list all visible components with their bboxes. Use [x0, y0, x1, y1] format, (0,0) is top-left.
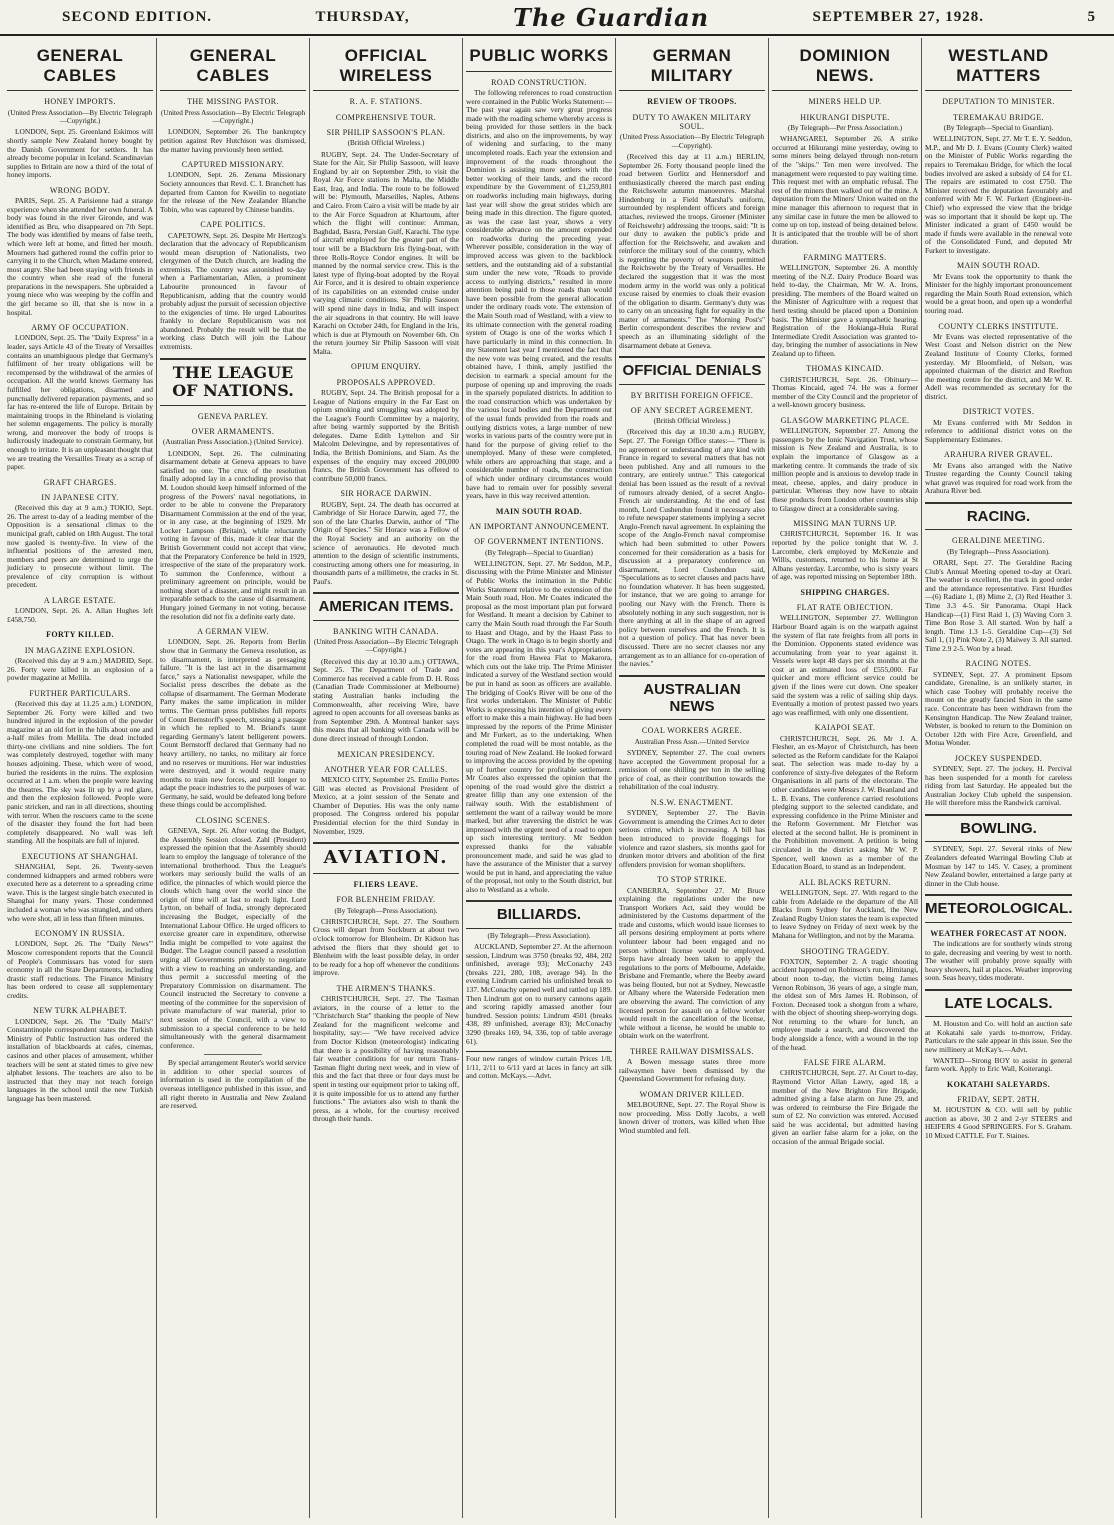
- article-body: CHRISTCHURCH, Sept. 27. At Court to-day, Raymond Victor Allan Lawry, aged 18, a member of the New Brighton Fire Brigade, admitted giving a false alarm on June 29, and was ordered to reimburse the Fire Brigade the sum of £2. No conviction was entered. Accused said he was accidental, but admitted having given an earlier false alarm for a joke, on the occasion of the annual Brigade social.: [772, 1068, 918, 1147]
- article-body: LONDON, Sept. 26. Zenana Missionary Society announces that Revd. C. I. Branchett has departed from Canton for Kweilin to negotiate for the release of the New Zealander Blanche Tobin, who was captured by Chinese bandits.: [160, 170, 306, 214]
- article-headline: THOMAS KINCAID.: [806, 364, 884, 374]
- article-headline: COUNTY CLERKS INSTITUTE.: [938, 321, 1059, 331]
- article-subheadline: SIR PHILIP SASSOON'S PLAN.: [326, 127, 446, 137]
- article-headline: REVIEW OF TROOPS.: [647, 97, 737, 107]
- article-subheadline: OF ANY SECRET AGREEMENT.: [630, 405, 754, 415]
- article-headline: MAIN SOUTH ROAD.: [495, 506, 583, 516]
- article-headline: FURTHER PARTICULARS.: [29, 688, 131, 698]
- article-body: CHRISTCHURCH, Sept. 26. Obituary—Thomas Kincaid, aged 74. He was a former member of the City Council and the proprietor of a well-known grocery business.: [772, 374, 918, 410]
- article-body: M. Houston and Co. will hold an auction sale at Kokatahi sale yards to-morrow, Friday. Particulars re the sale appear in this issue. See the new millinery at McKay's.—Advt.: [925, 1019, 1072, 1054]
- article-body: LONDON, Sept. 26. Reports from Berlin show that in Germany the Geneva resolution, as to disarmament, is interpreted as presaging failure. "It is the last act in the disarmament farce," says a Nationalist newspaper, while the Socialist press describes the debate as the collapse of disarmament. The German Moderate Party makes the same implication in milder terms. The German press publishes full reports of Count Bernstorff's speech, stressing a passage in which he replied to M. Briand's taunt regarding Germany's latent belligerent powers. Count Bernstorff declared that Germany had no heavy artillery, no tanks, no military air force and no reserves or munitions. Her war industries were destroyed, and it would require many months to train new forces, and still longer to adapt the peace industries to the purposes of war. Germany, he said, would be defeated long before these things could be accomplished.: [160, 637, 306, 810]
- article-headline: SHIPPING CHARGES.: [800, 587, 890, 597]
- article-subheadline: PROPOSALS APPROVED.: [336, 377, 436, 387]
- article-body: LONDON, Sept. 26. The "Daily News'" Moscow correspondent reports that the Council of People's Commissars has voted for stern economy in all the State Departments, including drastic staff reductions. The Finance Ministry has been ordered to cease all supplementary credits.: [7, 939, 153, 1000]
- section-heading-racing: RACING.: [925, 502, 1072, 530]
- article-body: MELBOURNE, Sept. 27. The Royal Show is now proceeding. Miss Dolly Jacobs, a well known driver of trotters, was killed when Hue Wind stumbled and fell.: [619, 1100, 765, 1135]
- article-body: WELLINGTON, Sept. 27. Mr Seddon, M.P., discussing with the Prime Minister and Minister of Public Works the intimation in the Public Works Statement relative to the extension of the Main South road, Hon. Mr Coates indicated the proposal as the most important plan put forward for Westland. It meant a decision by Cabinet to carry the Main South road through the Far South to Haast and Otago, and by the Haast Pass to Otago. The work in Otago is to begin shortly and votes are appearing in this year's Appropriations for the road from Hawea Flat to Makarora, which cuts out the lake trip. The Prime Minister indicated a survey of the Westland section would be put in hand as soon as officers are available. The bridging of Cook's River will be one of the first works undertaken. The Minister of Public Works is expressing his intention of giving every effort to make this a main highway. He had been impressed by the reports of the Prime Minister and Mr Furkert, as to the undertaking. When completed the road will be most notable, as the touring road of New Zealand. He looked forward to improving the access provided by the opening up of further country for profitable settlement. Mr Coates also expressed the opinion that the opening of the road would give the district a greater fillip than any one extension of the railway south. With the establishment of settlement the want of a railway would be more marked, but after traversing the district he was impressed with the urgent need of a road to open up such interesting territory. Mr Seddon expressed thanks for the valuable pronouncement made, and said he was glad to have the assurance of the Minister that a survey would be put in hand, and appreciating the value of the proposal, not only to the South district, but also to Westland as a whole.: [466, 558, 612, 894]
- article-body: WELLINGTON, Sept. 27. Mr T. E. Y. Seddon, M.P., and Mr D. J. Evans (County Clerk) waited on the Minister of Public Works regarding the repairs to Teremakau Bridge, for which the local bodies involved are asked a subsidy of £4 for £1. The repairs are estimated to cost £750. The Minister received the deputation favourably and conferred with Mr F. W. Furkert (Engineer-in-Chief) who expressed the view that the bridge was so important that it should be kept up. The Minister indicated a grant of £450 would be made if funds were available in the renewal vote of the Consolidated Fund, and deputed Mr Furkert to investigate.: [925, 134, 1072, 255]
- column-heading: GENERAL CABLES: [160, 38, 306, 91]
- article-subheadline: ANOTHER YEAR FOR CALLES.: [324, 764, 448, 774]
- article-headline: A LARGE ESTATE.: [43, 596, 117, 606]
- article-headline: MINERS HELD UP.: [808, 97, 882, 107]
- article-subheadline: HIKURANGI DISPUTE.: [800, 112, 890, 122]
- article-headline: ARAHURA RIVER GRAVEL.: [944, 450, 1053, 460]
- news-columns: [0, 36, 1114, 1521]
- article-headline: N.S.W. ENACTMENT.: [650, 797, 734, 807]
- article-subheadline: IN MAGAZINE EXPLOSION.: [24, 645, 136, 655]
- article-headline: GERALDINE MEETING.: [952, 536, 1045, 546]
- article-subheadline: COMPREHENSIVE TOUR.: [335, 112, 437, 122]
- article-credit: (British Official Wireless.): [347, 139, 425, 148]
- article-body: SHANGHAI, Sept. 26. Twenty-seven condemned kidnappers and armed robbers were executed here as a deterrent to a spreading crime wave. This is the largest single batch executed in Shanghai for many years. Those condemned included a woman who was strangled, and others who were shot, all in less than fifteen minutes.: [7, 862, 153, 923]
- column-general-cables-2: [157, 38, 310, 1518]
- article-headline: OPIUM ENQUIRY.: [351, 362, 421, 372]
- article-headline: THREE RAILWAY DISMISSALS.: [630, 1046, 754, 1056]
- article-headline: NEW TURK ALPHABET.: [33, 1006, 127, 1016]
- article-headline: MAIN SOUTH ROAD.: [956, 261, 1041, 271]
- article-headline: ROAD CONSTRUCTION.: [491, 77, 587, 87]
- section-heading-billiards: BILLIARDS.: [466, 900, 612, 928]
- article-headline: EXECUTIONS AT SHANGHAI.: [21, 851, 139, 861]
- article-headline: BY BRITISH FOREIGN OFFICE.: [630, 390, 754, 400]
- section-heading-australian-news: AUSTRALIAN NEWS: [619, 675, 765, 721]
- article-headline: GLASGOW MARKETING PLACE.: [780, 416, 910, 426]
- article-headline: R. A. F. STATIONS.: [349, 97, 423, 107]
- article-body: RUGBY, Sept. 24. The British proposal for a League of Nations enquiry in the Far East on opium smoking and smuggling was adopted by the League's Fourth Committee by a majority, after being warmly supported by the British delegates. Dame Edith Lyttelton and Sir Malcolm Delevingne, and by representatives of India, the British Dominions, and Siam. As the expenses of the enquiry may exceed 200,000 francs, the British Government has offered to contribute 50,000 francs.: [313, 387, 459, 483]
- article-body: CHRISTCHURCH, Sept. 27. The Southern Cross will depart from Sockburn at about two o'clock tomorrow for Blenheim. Dr Kidson has advised the fliers that they should get to Blenheim with the least possible delay, in order to be ready for a hop off whenever the conditions improve.: [313, 916, 459, 978]
- article-body: LONDON, Sept. 25. The "Daily Express" in a leader, says Article 43 of the Treaty of Versailles contains an unambiguous pledge that Germany's fulfilment of her treaty obligations will be recompensed by the withdrawal of the armies of occupation. All the world knows Germany has fulfilled her obligations, disarmed and punctually delivered reparation payments, and so far has re-entered the life of Europe. Britain by maintaining troops in the Rhineland is violating her solemn engagements. The policy is morally wrong, and moreover the body of troops is ludicrously inadequate to constrain Germany, but enough to irritate. It is an unpleasant thought that we are treating the Versailles Treaty as a scrap of paper.: [7, 333, 153, 472]
- article-body: CAPETOWN, Sept. 26. Despite Mr Hertzog's declaration that the advocacy of Republicanism would mean disruption of Nationalists, two clergymen of the Dutch church, are leading the extremists. The country was astonished to-day when a Parliamentarian, Allen, a prominent Labourite pronounced in favour of Republicanism, adding that the country would probably adjust the pursuit of secession objective to the exigencies of time. He urged Labourites frankly to declare Republicanism was not abandoned. Probably the result will be that the working class Dutch will join the Labour extremists.: [160, 230, 306, 352]
- article-headline: WOMAN DRIVER KILLED.: [639, 1089, 745, 1099]
- masthead: [0, 0, 1114, 36]
- article-body: LONDON, Sept. 26. The culminating disarmament debate at Geneva appears to have satisfied no one. The crux of the resolution finally adopted lay in a concluding proviso that M. Loudon should keep himself informed of the progress of the Powers' naval negotiations, in order to be able to convene the Preparatory Disarmament Commission at the end of the year, or in any case, at the beginning of 1929. Mr Locker Lampson (Britain), while reluctantly voting in favour of this, made it clear that the British Government could not accept that view, that the Preparatory Conference be held in 1929, irrespective of the state of the preparatory work. To summon the Conference, without a preliminary agreement on principle, would be nothing short of a disaster, and might result in an irreparable setback to the cause of disarmament. Hungary joined Germany in not voting, because the resolution did not fix a definite early date.: [160, 448, 306, 621]
- article-headline: FLIERS LEAVE.: [353, 879, 419, 889]
- column-official-wireless: [310, 38, 463, 1518]
- article-body: WELLINGTON, September 27. Among the passengers by the Ionic Navigation Trust, whose mission is New Zealand and Australia, is to explain the importance of Glasgow as a marketing centre. It commands the trade of six million people and is anxious to develop trade in meat, cheese, apples, and dairy produce in particular. Whereas they now have to obtain these products from London other countries ship to Glasgow direct at a considerable saving.: [772, 426, 918, 513]
- article-headline: RACING NOTES.: [965, 659, 1032, 669]
- auction-notice: M. HOUSTON & CO. will sell by public auction as above, 30 2 and 2-yr STEERS and HEIFERS 4 Good SPRINGERS. For S. Graham. 10 Mixed CATTLE. For T. Staines.: [925, 1105, 1072, 1140]
- article-headline: MEXICAN PRESIDENCY.: [337, 749, 435, 759]
- section-heading-meteorological: METEOROLOGICAL.: [925, 894, 1072, 922]
- article-body: CHRISTCHURCH, Sept. 26. Mr J. A. Flesher, an ex-Mayor of Christchurch, has been selected as the Reform candidate for the Kaiapoi seat. The selection was made to-day by a conference of sixty-five delegates of the Reform Organisations in all parts of the electorate. The other candidates were Messrs J. W. Beanland and L. B. Evans. The conference carried resolutions pledging support to the selected candidate, and expressing confidence in the Prime Minister and the Reform Government. Mr Fletcher was elected at the second ballot. He is prominent in the Prohibition movement. A petition is being circulated in the district asking Mr W. P. Spencer, well known as a member of the Education Board, to stand as an Independent.: [772, 733, 918, 872]
- article-subheadline: FLAT RATE OBJECTION.: [796, 603, 894, 613]
- article-credit: (United Press Association—By Electric Telegraph—Copyright.): [7, 108, 153, 126]
- section-heading-bowling: BOWLING.: [925, 814, 1072, 842]
- article-headline: JOCKEY SUSPENDED.: [954, 753, 1043, 763]
- article-body: WHANGAREI, September 26. A strike occurred at Hikurangi mine yesterday, owing to some miners being delayed through non-return of the "skips." Ten men were involved. The management were requested to pay waiting time. This request met with an emphatic refusal. The rest of the miners then walked out of the mine. A deputation from the Miners' Union waited on the mine manager this afternoon to request that in any similar case in future the men be allowed to come up on top, instead of being detained below. It is anticipated that the trouble will be of short duration.: [772, 134, 918, 247]
- article-headline: KOKATAHI SALEYARDS.: [946, 1079, 1051, 1089]
- article-subheadline: AN IMPORTANT ANNOUNCEMENT.: [469, 522, 609, 531]
- section-heading-aviation: AVIATION.: [313, 842, 459, 874]
- article-body: GENEVA, Sept. 26. After voting the Budget, the Assembly Session closed. Zahl (President) expressed the opinion that the Assembly should learn to employ the language of tolerance of the international brotherhood. Thus the League's workers may seriously build the walls of an edifice, the pinnacles of which would pierce the clouds which hang over the world since the origin of time will at last to reach light. Lord Lytton, on behalf of India, strongly deprecated increasing the Budget, especially of the International Labour Office. He urged officers to exercise greater care in expenditure, otherwise India might be compelled to vote against the Budget. The League council passed a resolution urging all Governments privately to negotiate with a view to reaching an understanding, and thus permit a successful meeting of the Preparatory Commission on disarmament. The Council instructed the Secretary to convene a meeting of the committee for the supervision of private manufacture of war material, prior to next session of the Council, with a view to submission to a special conference to be held simultaneously with the general disarmament conference.: [160, 826, 306, 1050]
- column-heading: WESTLAND MATTERS: [925, 38, 1072, 91]
- article-credit: (By Telegraph—Press Association).: [334, 906, 438, 915]
- column-german-military: [616, 38, 769, 1518]
- article-credit: (United Press Association—By Electric Telegraph—Copyright.): [313, 638, 459, 655]
- article-body: CANBERRA, September 27. Mr Bruce explaining the regulations under the new Transport Workers Act, said they would be administered by the Customs department of the trade and customs, which would issue licenses to all persons desiring employment at ports where volunteer labour had been engaged and no person without license would be employed. Steps have already been taken to apply the regulations to the ports of Melbourne, Adelaide, Brisbane and Fremantle, where the Beeby award was being flouted, but not at Sydney, Newcastle or Albany where the Waterside Federation men are observing the award. The conviction of any licensed person for assault on a fellow worker would result in the cancellation of the license, while without a license, he would be unable to obtain work on the waterfront.: [619, 885, 765, 1041]
- section-heading-late-locals: LATE LOCALS.: [925, 989, 1072, 1017]
- article-subheadline: FOR BLENHEIM FRIDAY.: [336, 895, 436, 905]
- article-subheadline: OVER ARMAMENTS.: [191, 427, 275, 436]
- article-headline: SIR HORACE DARWIN.: [340, 489, 432, 499]
- column-heading: GERMAN MILITARY: [619, 38, 765, 91]
- article-headline: FARMING MATTERS.: [803, 252, 887, 262]
- section-heading-official-denials: OFFICIAL DENIALS: [619, 356, 765, 384]
- article-body: WELLINGTON, September 26. A monthly meeting of the N.Z. Dairy Produce Board was held to-day, the Chairman, Mr W. A. Irons, presiding. The members of the Board waited on the Minister of Agriculture with a request that herd testing should be placed upon a Dominion basis. The Minister gave a sympathetic hearing. Registration of the Hokianga-Huia Rural Intermediate Credit Association was granted to-day, bringing the number of associations in New Zealand up to fifteen.: [772, 263, 918, 358]
- article-body: SYDNEY, September 27. The Bavin Government is amending the Crimes Act to deter serious crime, which is increasing. A bill has been introduced to provide floggings for violence and razor slashers, six months gaol for drunken motor drivers and abolition of the first offenders provision for woman shoplifters.: [619, 808, 765, 869]
- article-body: (Received this day at 11 a.m.) BERLIN, September 26. Forty thousand people lined the road between Gorlitz and Hennersdorf and enthusiastically cheered the march past ending the Reichswehr autumn manoeuvres. Marshal Hindenburg in a Field Marshal's uniform, surrounded by resplendent officers and foreign attaches, reviewed the troops. Groener (Minister of Reichswehr) addressing the troops, said: "It is our duty to awaken the public's pride and affection for the Reichswehr, and awaken and reinforce the military soul of the country, which is regretting the poverty of weapons permitted the Reichswehr by the Treaty of Versailles. He declared the suggestion that it was the most modern army in the world was only a political excuse raised by enemies to cloak their evasion of the obligation to disarm. Germany's duty was to carry on an unceasing fight for equality in the matter of armaments." The "Morning Post's" Berlin correspondent describes the review and speech as an illuminating sidelight of the disarmament debate at Geneva.: [619, 151, 765, 350]
- article-body: Mr Evans conferred with Mr Seddon in reference to additional district votes on the Supplementary Estimates.: [925, 417, 1072, 444]
- article-body: SYDNEY, Sept. 27. The jockey, H. Percival has been suspended for a month for careless riding from last Saturday. He appealed but the Australian Jockey Club upheld the suspension. He will therefore miss the Randwick carnival.: [925, 764, 1072, 808]
- article-credit: (United Press Association—By Electric Telegraph—Copyright).: [619, 133, 765, 150]
- article-body: Mr Evans took the opportunity to thank the Minister for the highly important pronouncement regarding the Main South Road extension, which would be a great boon, and open up a wonderful touring road.: [925, 271, 1072, 315]
- article-headline: THE MISSING PASTOR.: [187, 97, 279, 107]
- article-body: LONDON, Sept. 26. A. Allan Hughes left £458,750.: [7, 606, 153, 624]
- article-credit: (By Telegraph—Special to Guardian): [485, 548, 593, 557]
- article-body: (Received this day at 11.25 a.m.) LONDON, September 26. Forty were killed and two hundred injured in the explosion of the powder magazine at an old fort in the hills about one and a-half miles from Mellila. The dead included thirty-one civilians and nine soldiers. The fort was completely destroyed, together with many houses adjoining. These, which were of wood, buried the residents in the ruins. The explosion occurred at 1 a.m. when the people were leaving the theatres. The sky was lit up by a red glare, and then the explosion followed. People were panic stricken, and ran in all directions, shouting with terror. When the rescuers came to the scene of the disaster they found the fort had been completely disappeared. No wall was left standing. All the hospitals are full of injured.: [7, 699, 153, 846]
- article-headline: HONEY IMPORTS.: [44, 97, 116, 107]
- article-body: (Received this day at 9 a.m.) TOKIO, Sept. 26. The arrest to-day of a leading member of the Opposition is a sensational climax to the municipal graft, cabled on 18th August. The total now gaoled is twenty-five. In view of the influential positions of the arrested men, members and peers are determined to urge the judiciary to prosecute without limit. The prevalence of city corruption is without precedent.: [7, 503, 153, 590]
- column-general-cables-1: [4, 38, 157, 1518]
- article-subheadline: FRIDAY, SEPT. 28TH.: [957, 1094, 1040, 1104]
- article-headline: ARMY OF OCCUPATION.: [31, 323, 129, 333]
- article-headline: FORTY KILLED.: [46, 630, 114, 640]
- article-body: RUGBY, Sept. 24. The Under-Secretary of State for the Air, Sir Philip Sassoon, will leave England by air on September 29th, to visit the Royal Air Force stations in Malta, the Middle East, Iraq, and India. The route to be followed will be: Plymouth, Marseilles, Naples, Athens and Cairo. From Cairo a visit will be made by air to the Air Force Squadron at Khartoum, after which the flight will continue: Amman, Baghdad, Basra, Persian Gulf, Karachi. The type of aircraft employed for the greater part of the tour will be a Blackburn Iris flying-boat, with three Rolls-Royce Condor engines. It will be manned by the normal service crew. This is the latest type of flying-boat adopted by the Royal Air Force, and it is desired to obtain experience of its capabilities on an extended cruise under varying climatic conditions. Sir Philip Sassoon will spend nine days in India, and will inspect the air squadrons in that country. He will leave Karachi on October 24th, for England in the Iris, which is due at Plymouth on November 6th. On the return journey Sir Philip Sassoon will visit Malta.: [313, 149, 459, 356]
- article-headline: THE AIRMEN'S THANKS.: [336, 983, 436, 993]
- article-headline: CLOSING SCENES.: [195, 816, 271, 825]
- article-body: The indications are for southerly winds strong to gale, decreasing and veering by west to north. The weather will probably prove squally with heavy showers, hail at places. Weather improving soon. Seas heavy, tides moderate.: [925, 938, 1072, 983]
- masthead-day: THURSDAY,: [315, 8, 410, 25]
- section-heading-league-of-nations: THE LEAGUE OF NATIONS.: [160, 358, 306, 406]
- article-body: SYDNEY, September 27. The coal owners have accepted the Government proposal for a remission of one shilling per ton in the selling price of coal, as their contribution towards the rehabilitation of the coal industry.: [619, 748, 765, 792]
- article-body: AUCKLAND, September 27. At the afternoon session, Lindrum was 3750 (breaks 92, 484, 202 unfinished, average 93); McConachy 243 (breaks 221, 280, 108, average 94). In the evening Lindrum carried his unfinished break to 137. McConachy opened well and rattled up 189. Then Lindrum got on to nursery cannons again and scoring rapidly amassed another four hundred. Session points: Lindrum 4501 (breaks 438, 89 unfinished, average 83); McConachy 3290 (breaks 169, 94, 336, top of table average 61).: [466, 942, 612, 1046]
- column-public-works: [463, 38, 616, 1518]
- copyright-notice: By special arrangement Reuter's world service in addition to other special sources of information is used in the compilation of the overseas intelligence published in this issue, and all right thereto in Australia and New Zealand are reserved.: [160, 1058, 306, 1111]
- article-headline: WRONG BODY.: [49, 185, 111, 195]
- masthead-date: SEPTEMBER 27, 1928.: [812, 8, 985, 25]
- article-body: WELLINGTON, Sept. 27. With regard to the cable from Adelaide re the departure of the All Blacks from Sydney for Auckland, the New Zealand Rugby Union states the team is expected to leave Sydney on Friday of next week by the Mahana for Wellington, and not by the Marama.: [772, 888, 918, 940]
- article-body: LONDON, September 26. The bankruptcy petition against Rev Hutchison was dismissed, the matter having previously been settled.: [160, 127, 306, 154]
- article-subheadline: TEREMAKAU BRIDGE.: [953, 112, 1044, 122]
- article-body: CHRISTCHURCH, September 16. It was reported by the police tonight that W. J. Larcombe, clerk employed by McKenzie and Willis, customers, returned to his home at St Albans yesterday. Larcombe, who is sixty years of age, was reported missing on September 18th.: [772, 529, 918, 582]
- article-headline: DEPUTATION TO MINISTER.: [942, 97, 1055, 107]
- article-headline: SHOOTING TRAGEDY.: [800, 946, 890, 956]
- article-body: A Bowen message states three more railwaymen have been dismissed by the Queensland Government for refusing duty.: [619, 1057, 765, 1084]
- article-body: CHRISTCHURCH, Sept. 27. The Tasman aviators, in the course of a letter to the "Christchurch Star" thanking the people of New Zealand for the magnificent welcome and hospitality, say:— "We have received advice from Doctor Kidson (meteorologist) indicating that there is a possibility of having reasonably fair weather conditions for our return Trans-Tasman flight during next week, and in view of this and the fact that three or four days must be spent in testing our equipment prior to taking off, it is quite impossible for us to attend any further functions." The aviators also wish to thank the press, as a whole, for the courtesy received through their hands.: [313, 994, 459, 1124]
- article-credit: (By Telegraph—Special to Guardian).: [943, 123, 1054, 132]
- article-body: FOXTON, September 2. A tragic shooting accident happened on Robinson's run, Himitangi, about noon to-day, the victim being James Vernon Robinson, 36 years of age, a single man, the eldest son of Mrs James H. Robinson, of Foxton. Deceased took a shotgun from a whare, with the object of shooting sheep-worrying dogs. Not returning to the whare for lunch, an employee made a search, and discovered the body alongside a fence, with a wound in the top of the head.: [772, 956, 918, 1052]
- article-headline: GENEVA PARLEY.: [197, 411, 269, 421]
- article-body: WELLINGTON, September 27. Wellington Harbour Board again is on the warpath against the system of flat rate freights from all ports in the Dominion. Opponents stated evidence was accumulating from year to year against it. Vessels were kept 48 days per six months at the cost at an estimated loss of £555,000. Far quicker and more efficient service could be given if the lines were cut down. One speaker said the system was a relic of sailing ship days. Eventually a motion of protest passed two years ago was reaffirmed, with only one dissentient.: [772, 613, 918, 717]
- article-body: RUGBY, Sept. 24. The death has occurred at Cambridge of Sir Horace Darwin, aged 77, the son of the late Charles Darwin, author of "The Origin of Species." Sir Horace was a Fellow of the Royal Society and an authority on the science of aeronautics. He devoted much attention to the design of scientific instruments, constructing among others one for measuring, in thousandth parts of a millimetre, the cracks in St. Paul's.: [313, 499, 459, 586]
- edition-label: SECOND EDITION.: [62, 8, 213, 25]
- article-body: SYDNEY, Sept. 27. A prominent Epsom candidate, Grenaline, is an unlikely starter, in which case Toohey will probably receive the mount on the greatly fancied Sion in the same race. Concentrate has been withdrawn from the Kensington Handicap. The New Zealand trainer, Webster, is booked to return to the Dominion on October 12th with Fire Acre, Greenfield, and Motua Wonder.: [925, 669, 1072, 748]
- newspaper-title: The Guardian: [513, 2, 710, 32]
- article-credit: Australian Press Assn.—United Service: [634, 737, 750, 746]
- article-headline: TO STOP STRIKE.: [657, 875, 727, 885]
- article-body: MEXICO CITY, September 25. Emilio Portes Gill was elected as Provisional President of Mexico, at a joint session of the Senate and Chamber of Deputies. His was the only name proposed. The Congress ordered his popular Presidential election for the third Sunday in November, 1929.: [313, 775, 459, 836]
- article-body: PARIS, Sept. 25. A Parisienne had a strange experience when she attended her own funeral. A body was found in the river Gironde, and was identified as Bru, who disappeared on 7th Sept. The body was identified by means of false teeth, which were left at home, and fitted her mouth. Mourners had gathered round the coffin prior to carrying it to the Church, when Madame entered, most angry. She had been staying with friends in the country when she read of the funeral preparations in the newspapers. She upbraided a young niece who was weeping by the coffin and the girl became so ill, that she is now in a hospital.: [7, 196, 153, 317]
- section-heading-american-items: AMERICAN ITEMS.: [313, 592, 459, 620]
- article-headline: BANKING WITH CANADA.: [333, 626, 439, 636]
- column-heading: GENERAL CABLES: [7, 38, 153, 91]
- article-subheadline: DUTY TO AWAKEN MILITARY SOUL.: [632, 112, 752, 131]
- column-heading: OFFICIAL WIRELESS: [313, 38, 459, 91]
- article-body: LONDON, Sept. 25. Greenland Eskimos will shortly sample New Zealand honey bought by the Danish Government for settlers. It has already become popular in Iceland. Scandinavian supplies to Britain are now a third of the total of honey imports.: [7, 127, 153, 180]
- article-body: Mr Evans also arranged with the Native Trustee regarding the County Council taking what gravel was required for road work from the Arahura River bed.: [925, 460, 1072, 496]
- article-subheadline: OF GOVERNMENT INTENTIONS.: [474, 537, 604, 547]
- article-headline: GRAFT CHARGES.: [43, 477, 117, 487]
- article-body: SYDNEY, Sept. 27. Several rinks of New Zealanders defeated Warringal Bowling Club at Mosman by 147 to 145. V. Casey, a prominent New Zealand bowler, entertained a large party at dinner in the Club house.: [925, 844, 1072, 888]
- article-headline: ALL BLACKS RETURN.: [798, 877, 892, 887]
- article-headline: DISTRICT VOTES.: [962, 407, 1035, 417]
- article-subheadline: IN JAPANESE CITY.: [41, 493, 119, 502]
- article-credit: (United Press Association—By Electric Telegraph—Copyright.): [160, 108, 306, 126]
- divider: [204, 1054, 262, 1055]
- article-credit: (By Telegraph—Press Association).: [487, 931, 591, 940]
- column-heading: DOMINION NEWS.: [772, 38, 918, 91]
- article-body: (Received this day at 9 a.m.) MADRID, Sept. 26. Forty were killed in an explosion of a powder magazine at Mellila.: [7, 656, 153, 683]
- classified-ad: WANTED—Strong BOY to assist in general farm work. Apply to Eric Wall, Koiterangi.: [925, 1055, 1072, 1074]
- article-headline: MISSING MAN TURNS UP.: [793, 519, 897, 529]
- article-headline: FALSE FIRE ALARM.: [803, 1058, 887, 1068]
- article-body: ORARI, Sept. 27. The Geraldine Racing Club's Annual Meeting opened to-day at Orari. The weather is excellent, the track in good order and the attendance representative. First Hurdles—(6) Radiate 1, (8) Mime 2, (3) Red Heather 3. Time 3.3 4-5. Sir Panorama. Otapi Hack Handicap—(1) First Raid 1, (3) Waving Corn 3. Time Bon Rose 3. All started. Won by half a length. Time 1.3 1-5. Geraldine Cup—(3) Sel Sall 1, (1) Pink Note 2, (3) Maiwey 3. All started. Time 2.9 2-5. Won by a head.: [925, 558, 1072, 653]
- article-credit: (By Telegraph—Per Press Association.): [787, 123, 903, 132]
- page-number: 5: [1087, 8, 1096, 25]
- article-body: (Received this day at 10.30 a.m.) RUGBY, Sept. 27. The Foreign Office states:— "There is no agreement or understanding of any kind with France in regard to several matters that has not been published. Any and all rumours to the contrary, are entirely untrue." This categorical denial has been issued as the result of a revival of rumours already denied, of a secret Anglo-French air understanding. At the end of last month, Lord Cushendun found it necessary also to refute newspaper statements implying a secret Anglo-French naval agreement. In explaining the scope of the Anglo-French naval compromise which had been submitted to other Powers concerned for their consideration as a basis for discussion at a preparatory conference on disarmament, Lord Cushendun said, "Speculations as to secret clauses and pacts have no foundation whatever. It has been suggested, for instance, that we are going to arrange for pooling our Navy with the French. There is absolutely nothing in any such suggestion, nor is there anything at all in the shape of an agreed policy between ourselves and the French. It is not a question of policy. That has never been discussed. There are no secret clauses nor any arrangement as to an alliance for co-operation of the navies.": [619, 427, 765, 669]
- article-body: The following references to road construction were contained in the Public Works Statement:— The past year again saw very great progress made with the roading scheme whereby access is being provided for those settlers in the back districts, and also on the improvements, by way of widening and surfacing, to the many uncompleted roads. Each year the extension and improvement of the roads throughout the Dominion is assisting more settlers with the better working of their lands, and the record expenditure by the Government of £1,259,801 on roadworks including main highways, during last year will show the great strides which are being made in this direction. The figure quoted, as was the case last year, shows a very considerable advance on the amount expended on roadworks during the preceding year. Wherever possible, consideration in the way of improved access was given to the backblock settlers, and the outstanding aid of a substantial sum under the new vote, "Roads to provide access to outlying districts," resulted in more attention being paid to those roads than would have been possible from the general allocation under the ordinary roads vote. The extension of the Main South road of Westland, with a view to its ultimate connection with the general roading system of Otago is one of the works which I have particularly in mind in this connection. In my Statement last year I mentioned the fact that the new vote was being created, and the results obtained have, I think, amply justified the decision to earmark a special amount for the purpose of opening up and improving the roads in the sparsely populated districts. In addition to the road construction which was undertaken by the various local bodies and the Department out of the usual funds provided from the roads and outlying districts votes, a large number of new works in various parts of the country were put in hand for the purpose of giving relief to the unemployed. Many of these were completed, while others are approaching that stage, and a considerable number of roads, the construction of which under ordinary circumstances would have had to remain over for possibly several years, have in this way received attention.: [466, 87, 612, 501]
- column-westland-matters: [922, 38, 1075, 1518]
- article-headline: CAPTURED MISSIONARY.: [181, 160, 285, 170]
- article-headline: A GERMAN VIEW.: [197, 627, 269, 637]
- article-credit: (British Official Wireless.): [653, 417, 731, 426]
- article-body: (Received this day at 10.30 a.m.) OTTAWA, Sept. 25. The Department of Trade and Commerce has received a cable from D. H. Ross (Canadian Trade Commissioner at Melbourne) stating Australian banks including the Commonwealth, after receiving Wire, have agreed to open accounts for all overseas banks as from September 29th. A Montreal banker says this means that all banking with Canada will be done direct instead of through London.: [313, 656, 459, 743]
- article-body: Mr Evans was elected representative of the West Coast and Nelson district on the New Zealand Institute of County Clerks, formed yesterday. Mr Bloomfield, of Nelson, was appointed chairman of the district and Reefton the meeting centre for the district, and Mr W. R. Adell was recommended as secretary for the district.: [925, 331, 1072, 401]
- advertisement: Four new ranges of window curtain Prices 1/8, 1/11, 2/11 to 6/11 yard at laces in fancy art silk and cotton. McKays.—Advt.: [466, 1051, 612, 1081]
- article-headline: COAL WORKERS AGREE.: [641, 726, 743, 736]
- article-credit: (By Telegraph—Press Association).: [947, 547, 1050, 556]
- article-headline: WEATHER FORECAST AT NOON.: [930, 928, 1067, 938]
- article-credit: (Australian Press Association.) (United Service).: [162, 438, 304, 447]
- article-headline: CAPE POLITICS.: [200, 220, 266, 230]
- column-dominion-news: [769, 38, 922, 1518]
- article-headline: ECONOMY IN RUSSIA.: [34, 929, 126, 939]
- article-headline: KAIAPOI SEAT.: [814, 723, 876, 733]
- column-heading: PUBLIC WORKS: [466, 38, 612, 72]
- article-body: LONDON, Sept. 26. The "Daily Mail's" Constantinople correspondent states the Turkish Ministry of Public Instruction has ordered the installation of blackboards at cafes, cinemas, casinos and other places of amusement, whither teachers will be sent at stated times to give new alphabet lessons. The teachers are also to be instructed that they may not teach foreign languages in the school until the new Turkish language has been mastered.: [7, 1016, 153, 1103]
